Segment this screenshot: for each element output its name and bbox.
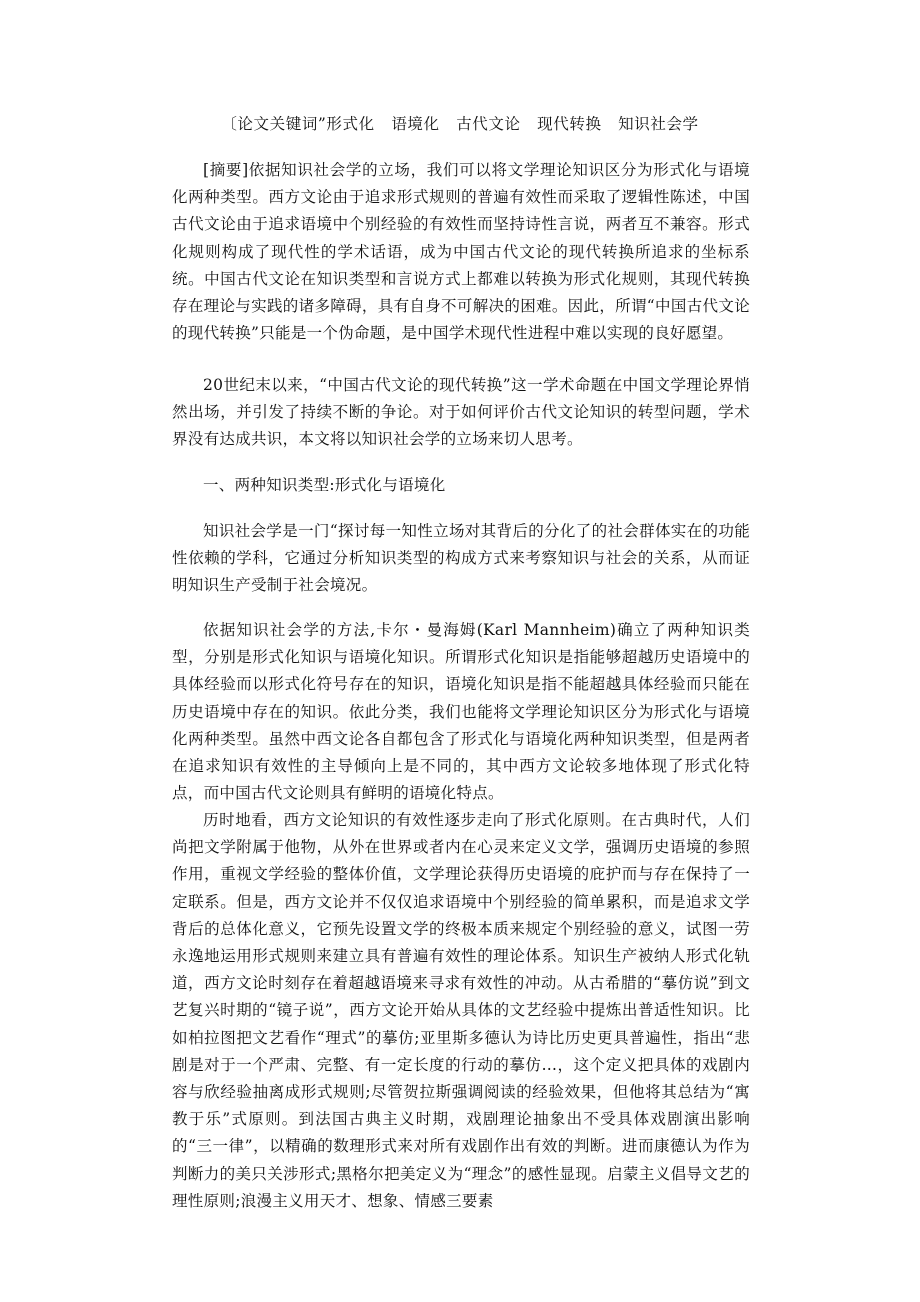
body-paragraph-2: 依据知识社会学的方法,卡尔・曼海姆(Karl Mannheim)确立了两种知识类型，分别是形式化知识与语境化知识。所谓形式化知识是指能够超越历史语境中的具体经验而以形式化符号存在的知识，语境化知识是指不能超越具体经验而只能在历史语境中存在的知识。依此分类，我们也能将文学理论知识区分为形式化与语境化两种类型。虽然中西文论各自都包含了形式化与语境化两种知识类型，但是两者在追求知识有效性的主导倾向上是不同的，其中西方文论较多地体现了形式化特点，而中国古代文论则具有鲜明的语境化特点。 — [172, 621, 750, 803]
keywords-line: 〔论文关键词”形式化 语境化 古代文论 现代转换 知识社会学 — [221, 115, 699, 133]
section-heading: 一、两种知识类型:形式化与语境化 — [203, 476, 446, 494]
body-paragraph-1: 知识社会学是一门“探讨每一知性立场对其背后的分化了的社会群体实在的功能性依赖的学科，它通过分析知识类型的构成方式来考察知识与社会的关系，从而证明知识生产受制于社会境况。 — [172, 522, 750, 595]
abstract-paragraph: [摘要]依据知识社会学的立场，我们可以将文学理论知识区分为形式化与语境化两种类型。西方文论由于追求形式规则的普遍有效性而采取了逻辑性陈述，中国古代文论由于追求语境中个别经验的有效性而坚持诗性言说，两者互不兼容。形式化规则构成了现代性的学术话语，成为中国古代文论的现代转换所追求的坐标系统。中国古代文论在知识类型和言说方式上都难以转换为形式化规则，其现代转换存在理论与实践的诸多障碍，具有自身不可解决的困难。因此，所谓“中国古代文论的现代转换”只能是一个伪命题，是中国学术现代性进程中难以实现的良好愿望。 — [172, 161, 750, 343]
body-paragraph-3: 历时地看，西方文论知识的有效性逐步走向了形式化原则。在古典时代，人们尚把文学附属于他物，从外在世界或者内在心灵来定义文学，强调历史语境的参照作用，重视文学经验的整体价值，文学理论获得历史语境的庇护而与存在保持了一定联系。但是，西方文论并不仅仅追求语境中个别经验的简单累积，而是追求文学背后的总体化意义，它预先设置文学的终极本质来规定个别经验的意义，试图一劳永逸地运用形式规则来建立具有普遍有效性的理论体系。知识生产被纳人形式化轨道，西方文论时刻存在着超越语境来寻求有效性的冲动。从古希腊的“摹仿说”到文艺复兴时期的“镜子说”，西方文论开始从具体的文艺经验中提炼出普适性知识。比如柏拉图把文艺看作“理式”的摹仿;亚里斯多德认为诗比历史更具普遍性，指出“悲剧是对于一个严肃、完整、有一定长度的行动的摹仿…，这个定义把具体的戏剧内容与欣经验抽离成形式规则;尽管贺拉斯强调阅读的经验效果，但他将其总结为“寓教于乐”式原则。到法国古典主义时期，戏剧理论抽象出不受具体戏剧演出影响的“三一律”，以精确的数理形式来对所有戏剧作出有效的判断。进而康德认为作为判断力的美只关涉形式;黑格尔把美定义为“理念”的感性显现。启蒙主义倡导文艺的理性原则;浪漫主义用天才、想象、情感三要素 — [172, 811, 750, 1210]
intro-paragraph: 20世纪末以来，“中国古代文论的现代转换”这一学术命题在中国文学理论界悄然出场，并引发了持续不断的争论。对于如何评价古代文论知识的转型问题，学术界没有达成共识，本文将以知识社会学的立场来切人思考。 — [172, 376, 750, 449]
